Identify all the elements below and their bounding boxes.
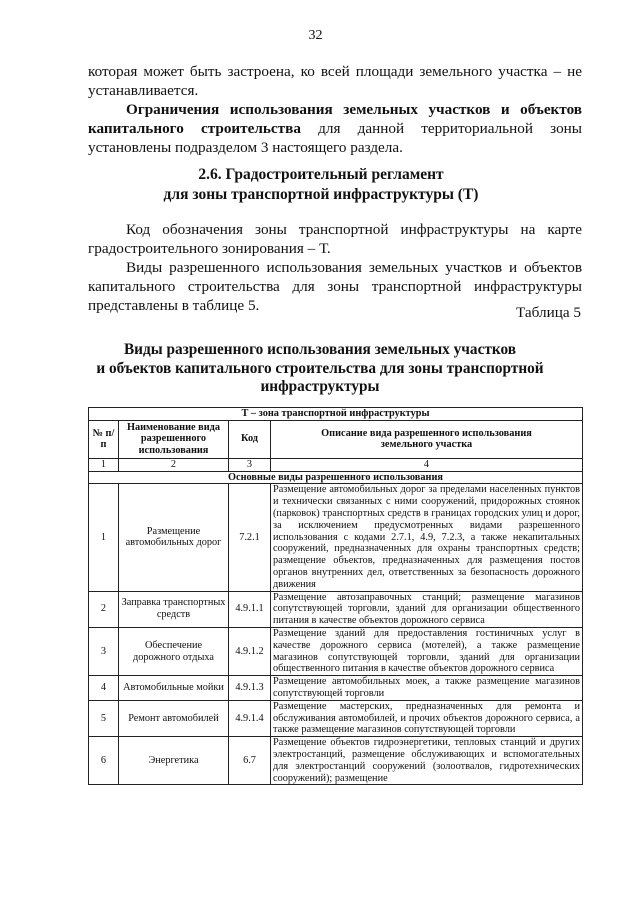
row-num: 5	[89, 700, 119, 736]
zone-code-line-1: Код обозначения зоны транспортной инфраструктуры на карте	[126, 221, 582, 238]
row-code: 4.9.1.2	[229, 627, 271, 675]
row-code: 4.9.1.3	[229, 676, 271, 701]
table-title-line-1: Виды разрешенного использования земельных участков	[123, 341, 517, 358]
row-name: Автомобильные мойки	[119, 676, 229, 701]
row-name: Размещение автомобильных дорог	[119, 484, 229, 591]
permitted-uses-line-2: капитального строительства для зоны транспортной инфраструктуры	[88, 278, 582, 295]
table-row	[89, 676, 583, 701]
subheader-cell: Основные виды разрешенного использования	[89, 471, 583, 484]
row-num: 2	[89, 591, 119, 627]
row-code: 4.9.1.1	[229, 591, 271, 627]
page-number: 32	[308, 28, 323, 43]
zone-header-cell: Т – зона транспортной инфраструктуры	[89, 408, 583, 421]
col-header-code: Код	[229, 420, 271, 458]
col-header-name: Наименование вида разрешенного использования	[119, 420, 229, 458]
permitted-uses-line-3: представлены в таблице 5.	[88, 297, 260, 314]
col-number: 1	[89, 458, 119, 471]
table-row	[89, 737, 583, 785]
row-description: Размещение зданий для предоставления гостиничных услуг в качестве дорожного сервиса (мотелей), а также размещение магазинов сопутствующей торговли, зданий для организации общественного питания в качестве объектов дорожного сервиса	[271, 627, 583, 675]
section-title-line-1: 2.6. Градостроительный регламент	[198, 166, 444, 183]
row-num: 6	[89, 737, 119, 785]
restrictions-line-3: установлены подразделом 3 настоящего раздела.	[88, 139, 403, 156]
table-title-line-2: и объектов капитального строительства для зоны транспортной	[96, 359, 544, 377]
row-description: Размещение автозаправочных станций; размещение магазинов сопутствующей торговли, зданий для организации общественного питания в качестве объектов дорожного сервиса	[271, 591, 583, 627]
row-num: 3	[89, 627, 119, 675]
row-name: Обеспечение дорожного отдыха	[119, 627, 229, 675]
table-row	[89, 700, 583, 736]
zone-code-line-2: градостроительного зонирования – Т.	[88, 240, 331, 257]
col-number: 4	[271, 458, 583, 471]
row-name: Заправка транспортных средств	[119, 591, 229, 627]
table-zone-header-row	[89, 408, 583, 421]
table-row	[89, 484, 583, 591]
row-description: Размещение автомобильных дорог за пределами населенных пунктов и технически связанных с ними сооружений, придорожных стоянок (парковок) транспортных средств в границах городских улиц и дорог, за исключением предусмотренных видами разрешенного использования с кодами 2.7.1, 4.9, 7.2.3, а также некапитальных сооружений, предназначенных для охраны транспортных средств; размещение объектов, предназначенных для размещения постов органов внутренних дел, ответственных за безопасность дорожного движения	[271, 484, 583, 591]
row-description: Размещение мастерских, предназначенных для ремонта и обслуживания автомобилей, и прочих объектов дорожного сервиса, а также размещение магазинов сопутствующей торговли	[271, 700, 583, 736]
permitted-uses-line-1: Виды разрешенного использования земельных участков и объектов	[126, 259, 582, 276]
table-subheader-row	[89, 471, 583, 484]
row-name: Энергетика	[119, 737, 229, 785]
col-number: 3	[229, 458, 271, 471]
row-num: 1	[89, 484, 119, 591]
paragraph-continuation-line-1: которая может быть застроена, ко всей площади земельного участка – не	[88, 63, 582, 80]
row-description: Размещение автомобильных моек, а также размещение магазинов сопутствующей торговли	[271, 676, 583, 701]
table-title	[70, 341, 570, 397]
permitted-uses-table	[88, 407, 583, 785]
restrictions-line-2-rest: для данной территориальной зоны	[300, 120, 582, 137]
row-description: Размещение объектов гидроэнергетики, тепловых станций и других электростанций, размещение обслуживающих и вспомогательных для электростанций сооружений (золоотвалов, гидротехнических сооружений); размещение	[271, 737, 583, 785]
table-column-number-row	[89, 458, 583, 471]
restrictions-heading-line-1: Ограничения использования земельных участков и объектов	[126, 101, 582, 118]
table-caption: Таблица 5	[516, 304, 581, 321]
restrictions-line-2	[88, 119, 582, 138]
paragraph-continuation-line-2: устанавливается.	[88, 82, 199, 99]
row-code: 7.2.1	[229, 484, 271, 591]
section-title-line-2: для зоны транспортной инфраструктуры (Т)	[163, 186, 479, 203]
table-row	[89, 627, 583, 675]
col-number: 2	[119, 458, 229, 471]
table-column-header-row	[89, 420, 583, 458]
col-header-desc: Описание вида разрешенного использования земельного участка	[271, 420, 583, 458]
table-title-line-3: инфраструктуры	[260, 378, 380, 395]
table-row	[89, 591, 583, 627]
row-num: 4	[89, 676, 119, 701]
row-name: Ремонт автомобилей	[119, 700, 229, 736]
row-code: 6.7	[229, 737, 271, 785]
restrictions-bold-term: капитального строительства	[88, 120, 301, 137]
row-code: 4.9.1.4	[229, 700, 271, 736]
col-header-num: № п/п	[89, 420, 119, 458]
